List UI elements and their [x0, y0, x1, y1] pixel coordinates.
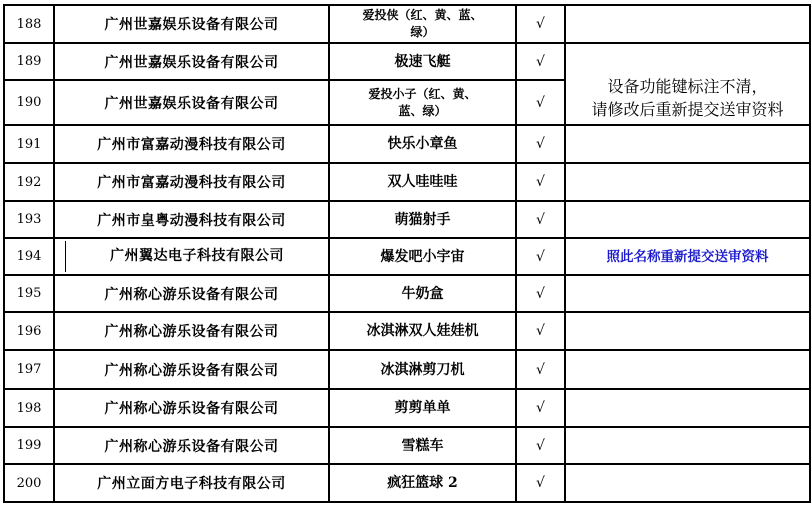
product-name: 冰淇淋剪刀机: [329, 350, 516, 389]
product-name-line: 爱投小子（红、黄、: [368, 86, 477, 101]
company-name: 广州称心游乐设备有限公司: [54, 312, 329, 350]
product-name-line: 绿）: [410, 25, 435, 39]
remark-cell: [565, 312, 810, 350]
company-name: 广州市富嘉动漫科技有限公司: [54, 163, 329, 201]
product-name-line: 爱投侠（红、黄、蓝、: [362, 8, 483, 22]
remark-cell: [565, 201, 810, 238]
product-name: [329, 80, 516, 125]
row-number: 200: [4, 464, 54, 502]
remark-cell: [565, 5, 810, 43]
company-name: 广州世嘉娱乐设备有限公司: [54, 80, 329, 125]
check-mark: √: [516, 43, 565, 80]
remark-cell: [565, 275, 810, 312]
check-mark: √: [516, 5, 565, 43]
table-row: [4, 125, 810, 163]
check-mark: √: [516, 312, 565, 350]
row-number: 199: [4, 427, 54, 464]
remark-cell: [565, 427, 810, 464]
company-name: 广州立面方电子科技有限公司: [54, 464, 329, 502]
remark-note-line: 请修改后重新提交送审资料: [591, 100, 784, 119]
table-row: [4, 389, 810, 427]
table-row: [4, 201, 810, 238]
table-row: [4, 163, 810, 201]
check-mark: √: [516, 464, 565, 502]
product-name: 快乐小章鱼: [329, 125, 516, 163]
company-name-inner: 广州翼达电子科技有限公司: [65, 241, 328, 272]
product-name: 疯狂篮球 2: [329, 464, 516, 502]
row-number: 195: [4, 275, 54, 312]
row-number: 189: [4, 43, 54, 80]
approval-table: [3, 4, 811, 503]
remark-cell: [565, 389, 810, 427]
company-name: 广州世嘉娱乐设备有限公司: [54, 43, 329, 80]
company-name: 广州世嘉娱乐设备有限公司: [54, 5, 329, 43]
row-number: 191: [4, 125, 54, 163]
company-name: 广州称心游乐设备有限公司: [54, 389, 329, 427]
row-number: 198: [4, 389, 54, 427]
table-row: [4, 5, 810, 43]
product-name: 爆发吧小宇宙: [329, 238, 516, 275]
table-row: [4, 238, 810, 275]
row-number: 197: [4, 350, 54, 389]
row-number: 196: [4, 312, 54, 350]
check-mark: √: [516, 80, 565, 125]
row-number: 194: [4, 238, 54, 275]
remark-cell: [565, 125, 810, 163]
remark-note: [566, 74, 809, 124]
table-row: [4, 275, 810, 312]
company-name: 广州称心游乐设备有限公司: [54, 350, 329, 389]
table-row: [4, 464, 810, 502]
check-mark: √: [516, 389, 565, 427]
row-number: 192: [4, 163, 54, 201]
table-row: [4, 350, 810, 389]
product-name: 冰淇淋双人娃娃机: [329, 312, 516, 350]
product-name: [329, 5, 516, 43]
product-name-line: 蓝、绿）: [398, 103, 447, 118]
product-name: 牛奶盒: [329, 275, 516, 312]
remark-cell: [565, 43, 810, 125]
table-row: [4, 43, 810, 80]
company-name: 广州市皇粤动漫科技有限公司: [54, 201, 329, 238]
check-mark: √: [516, 238, 565, 275]
company-name: 广州称心游乐设备有限公司: [54, 275, 329, 312]
product-name: 雪糕车: [329, 427, 516, 464]
remark-note-line: 设备功能键标注不清，: [607, 77, 768, 96]
table-row: [4, 427, 810, 464]
check-mark: √: [516, 350, 565, 389]
company-name: 广州称心游乐设备有限公司: [54, 427, 329, 464]
company-name: [54, 238, 329, 275]
table-row: [4, 312, 810, 350]
product-name: 萌猫射手: [329, 201, 516, 238]
product-name: 极速飞艇: [329, 43, 516, 80]
product-name: 双人哇哇哇: [329, 163, 516, 201]
check-mark: √: [516, 427, 565, 464]
product-name: 剪剪单单: [329, 389, 516, 427]
remark-cell: [565, 350, 810, 389]
remark-cell: [565, 163, 810, 201]
check-mark: √: [516, 275, 565, 312]
row-number: 193: [4, 201, 54, 238]
check-mark: √: [516, 163, 565, 201]
row-number: 190: [4, 80, 54, 125]
check-mark: √: [516, 125, 565, 163]
remark-note: 照此名称重新提交送审资料: [565, 238, 810, 275]
company-name: 广州市富嘉动漫科技有限公司: [54, 125, 329, 163]
row-number: 188: [4, 5, 54, 43]
check-mark: √: [516, 201, 565, 238]
remark-cell: [565, 464, 810, 502]
